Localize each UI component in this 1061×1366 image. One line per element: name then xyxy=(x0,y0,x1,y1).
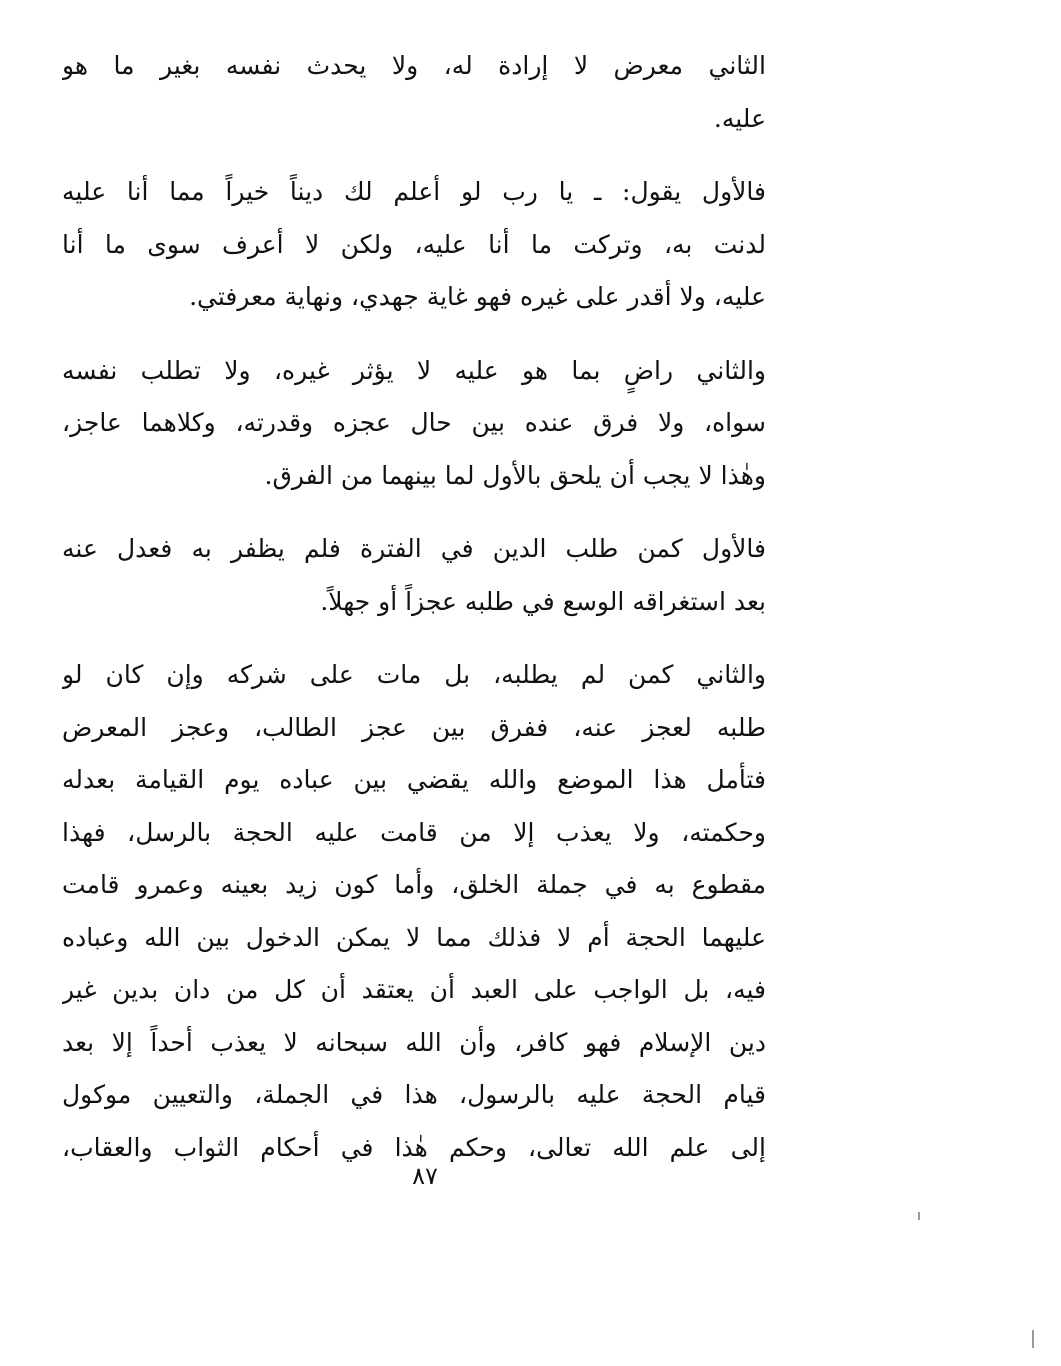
text-line: فتأمل هذا الموضع والله يقضي بين عباده يوم القيامة بعدله xyxy=(62,765,766,794)
text-line: وحكمته، ولا يعذب إلا من قامت عليه الحجة بالرسل، فهذا xyxy=(62,817,766,847)
text-line: والثاني راضٍ بما هو عليه لا يؤثر غيره، ولا تطلب نفسه xyxy=(62,355,766,385)
paragraph-4 xyxy=(62,523,766,628)
text-line: عليه، ولا أقدر على غيره فهو غاية جهدي، ونهاية معرفتي. xyxy=(189,282,766,311)
text-line: فالأول كمن طلب الدين في الفترة فلم يظفر به فعدل عنه xyxy=(62,534,766,563)
text-line: والثاني كمن لم يطلبه، بل مات على شركه وإن كان لو xyxy=(62,660,766,689)
text-line: عليهما الحجة أم لا فذلك مما لا يمكن الدخول بين الله وعباده xyxy=(62,922,766,952)
text-line: فيه، بل الواجب على العبد أن يعتقد أن كل من دان بدين غير xyxy=(62,975,766,1004)
text-line: وهٰذا لا يجب أن يلحق بالأول لما بينهما من الفرق. xyxy=(264,460,766,490)
text-line: إلى علم الله تعالى، وحكم هٰذا في أحكام الثواب والعقاب، xyxy=(62,1132,766,1162)
paragraph-5 xyxy=(62,649,766,1174)
text-line: بعد استغراقه الوسع في طلبه عجزاً أو جهلاً. xyxy=(320,586,766,616)
text-line: مقطوع به في جملة الخلق، وأما كون زيد بعينه وعمرو قامت xyxy=(62,870,766,899)
text-line: طلبه لعجز عنه، ففرق بين عجز الطالب، وعجز المعرض xyxy=(62,712,766,742)
scan-speck xyxy=(918,1212,920,1220)
text-line: سواه، ولا فرق عنده بين حال عجزه وقدرته، وكلاهما عاجز، xyxy=(62,408,766,437)
text-line: قيام الحجة عليه بالرسول، هذا في الجملة، والتعيين موكول xyxy=(62,1080,766,1109)
paragraph-2 xyxy=(62,166,766,324)
paragraph-3 xyxy=(62,345,766,503)
text-line: فالأول يقول: ـ يا رب لو أعلم لك ديناً خيراً مما أنا عليه xyxy=(62,177,766,206)
text-line: الثاني معرض لا إرادة له، ولا يحدث نفسه بغير ما هو xyxy=(62,51,766,80)
paragraph-1 xyxy=(62,40,766,145)
body-text xyxy=(62,40,766,1174)
scan-speck xyxy=(1032,1330,1034,1348)
text-line: عليه. xyxy=(713,103,766,133)
text-line: دين الإسلام فهو كافر، وأن الله سبحانه لا يعذب أحداً إلا بعد xyxy=(62,1027,766,1057)
text-line: لدنت به، وتركت ما أنا عليه، ولكن لا أعرف سوى ما أنا xyxy=(62,229,766,259)
page-number: ٨٧ xyxy=(412,1162,438,1190)
